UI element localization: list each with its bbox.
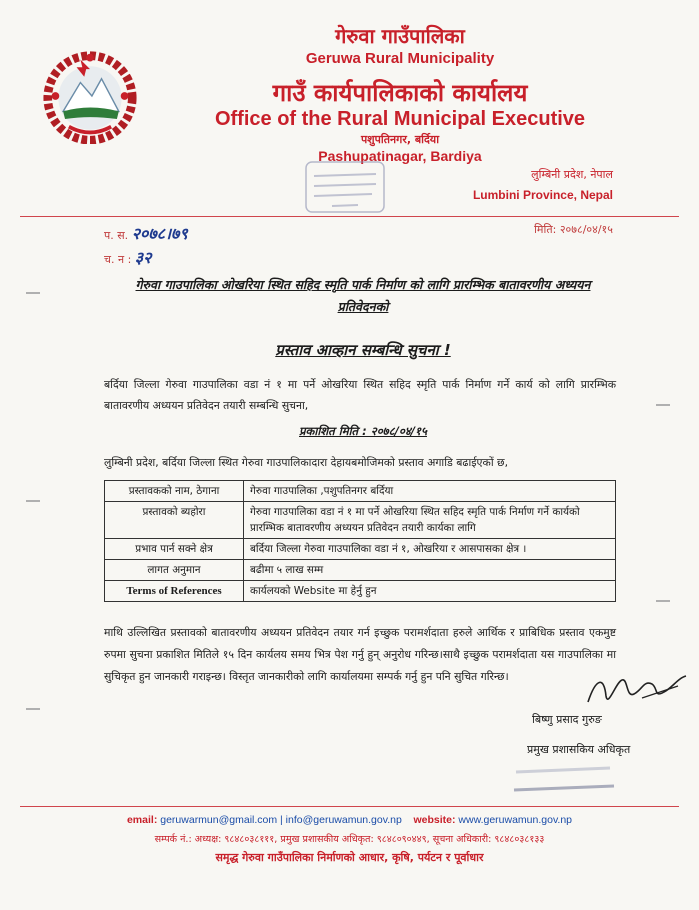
table-key: Terms of References: [105, 581, 244, 602]
table-row: [105, 481, 616, 502]
table-key: प्रस्तावको ब्यहोरा: [105, 502, 244, 539]
office-name-np: गाउँ कार्यपालिकाको कार्यालय: [272, 79, 528, 107]
signatory-title: प्रमुख प्रशासकिय अधिकृत: [527, 743, 631, 756]
footer-slogan: समृद्ध गेरुवा गाउँपालिका निर्माणको आधार, कृषि, पर्यटन र पूर्वाधार: [215, 851, 484, 864]
reference-ps: [104, 222, 188, 244]
table-key: लागत अनुमान: [105, 560, 244, 581]
table-value: गेरुवा गाउपालिका वडा नं १ मा पर्ने ओखरिया स्थित सहिद स्मृति पार्क निर्माण गर्ने कार्यको प्रारम्भिक बातावरणीय अध्ययन प्रतिवेदन तयारी कार्यका लागि: [244, 502, 616, 539]
proposal-paragraph: लुम्बिनी प्रदेश, बर्दिया जिल्ला स्थित गेरुवा गाउपालिकादारा देहायबमोजिमको प्रस्ताव अगाडि बढाईएकों छ,: [104, 456, 509, 469]
table-value: कार्यलयको Website मा हेर्नु हुन: [244, 581, 616, 602]
municipality-name-en: Geruwa Rural Municipality: [305, 50, 495, 67]
ps-label: प. स.: [104, 229, 129, 242]
website-link[interactable]: www.geruwamun.gov.np: [458, 814, 573, 826]
proposal-table: [104, 480, 616, 602]
table-value: बढीमा ५ लाख सम्म: [244, 560, 616, 581]
table-value: गेरुवा गाउपालिका ,पशुपतिनगर बर्दिया: [244, 481, 616, 502]
email-label: email:: [126, 814, 158, 826]
published-date: प्रकाशित मिति : २०७८/०४/१५: [299, 424, 427, 438]
cn-label: च. न :: [104, 253, 132, 266]
province-en: Lumbini Province, Nepal: [472, 188, 613, 202]
footer-phone-numbers: सम्पर्क नं.: अध्यक्ष: ९८४८०३८१११, प्रमुख प्रशासकीय अधिकृत: ९८४८०९०४४९, सूचना अधिकारी: ९८४८०३८१३३: [154, 834, 545, 845]
office-name-en: Office of the Rural Municipal Executive: [214, 108, 586, 130]
table-value: बर्दिया जिल्ला गेरुवा गाउपालिका वडा नं १, ओखरिया र आसपासका क्षेत्र ।: [244, 539, 616, 560]
email-link[interactable]: geruwarmun@gmail.com | info@geruwamun.gov.np: [160, 814, 402, 826]
margin-mark: [26, 708, 40, 710]
handwritten-signature-icon: [582, 668, 692, 712]
ps-value: २०७८।७९: [131, 224, 188, 243]
municipality-name-np: गेरुवा गाउँपालिका: [335, 24, 465, 48]
margin-mark: [26, 292, 40, 294]
date-value: २०७८/०४/१५: [559, 223, 613, 236]
intro-paragraph: बर्दिया जिल्ला गेरुवा गाउपालिका वडा नं १ मा पर्ने ओखरिया स्थित सहिद स्मृति पार्क निर्माण गर्ने कार्य को लागि प्रारम्भिक बातावरणीय अध्ययन प्रतिवेदन तयारी सम्बन्धि सुचना,: [104, 378, 616, 412]
province-np: लुम्बिनी प्रदेश, नेपाल: [531, 168, 613, 181]
address-en: Pashupatinagar, Bardiya: [318, 148, 482, 164]
margin-mark: [656, 600, 670, 602]
table-key: प्रस्तावकको नाम, ठेगाना: [105, 481, 244, 502]
letter-date: [534, 222, 613, 237]
table-row: [105, 581, 616, 602]
address-np: पशुपतिनगर, बर्दिया: [360, 133, 440, 146]
dispatch-stamp-icon: [302, 158, 388, 216]
reference-cn: [104, 246, 151, 268]
footer-contact-web: [0, 814, 699, 826]
margin-mark: [26, 500, 40, 502]
margin-mark: [656, 404, 670, 406]
footer-divider: [20, 806, 679, 807]
website-label: website:: [413, 814, 456, 826]
signatory-name: बिष्णु प्रसाद गुरुङ: [532, 713, 602, 726]
table-row: [105, 539, 616, 560]
table-key: प्रभाव पार्न सक्ने क्षेत्र: [105, 539, 244, 560]
cn-value: ३२: [134, 248, 152, 267]
date-label: मिति:: [534, 223, 557, 236]
table-row: [105, 502, 616, 539]
closing-paragraph: माथि उल्लिखित प्रस्तावको बातावरणीय अध्ययन प्रतिवेदन तयार गर्न इच्छुक परामर्शदाता हरुले आर्थिक र प्राबिधिक प्रस्ताव एकमुष्ट रुपमा सुचना प्रकाशित मितिले १५ दिन कार्यलय समय भित्र पेश गर्नु हुन् अनुरोध गरिन्छ।साथै इच्छुक परामर्शदाता यस गाउपालिका मा सुचिकृत हुन जानकारी गराइन्छ। विस्तृत जानकारीको लागि कार्यालयमा सम्पर्क गर्नु हुन पनि सुचित गरिन्छ।: [104, 626, 616, 683]
table-row: [105, 560, 616, 581]
header-divider: [20, 216, 679, 217]
office-stamp-icon: [510, 758, 620, 802]
notice-title: प्रस्ताव आव्हान सम्बन्धि सुचना !: [275, 341, 451, 359]
subject-heading: गेरुवा गाउपालिका ओखरिया स्थित सहिद स्मृति पार्क निर्माण को लागि प्रारम्भिक बातावरणीय अध्ययन प्रतिवेदनको: [135, 277, 591, 314]
nepal-emblem-icon: [42, 48, 138, 144]
